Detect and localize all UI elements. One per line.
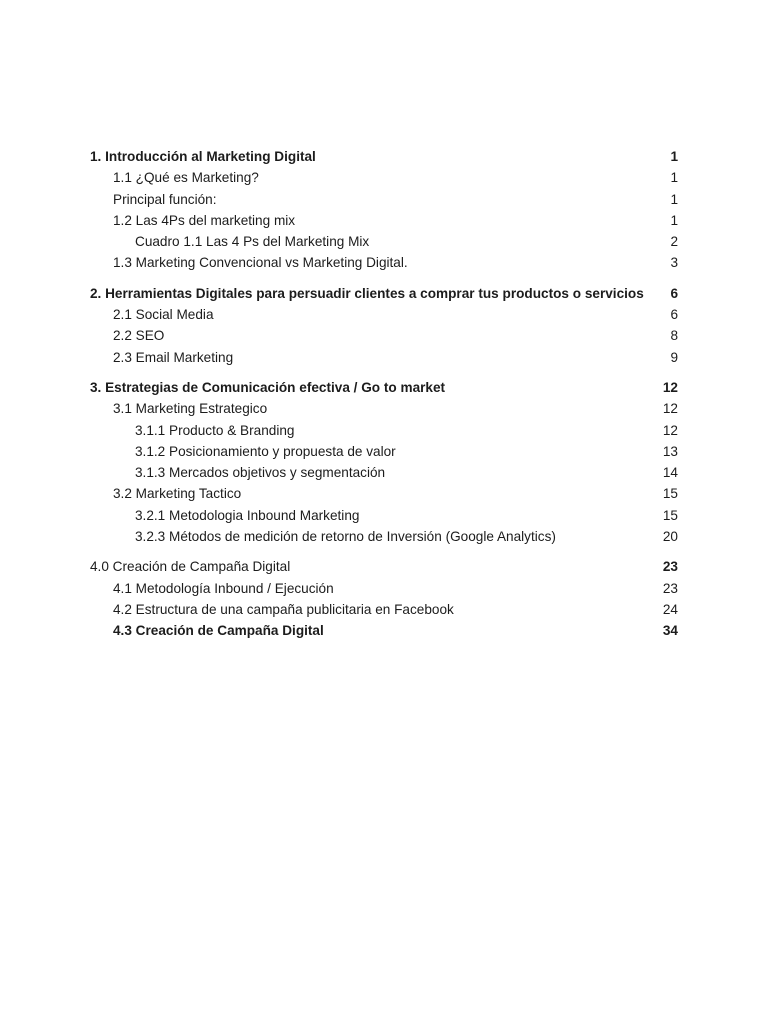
toc-entry[interactable] bbox=[90, 146, 678, 167]
toc-entry-title: 1.1 ¿Qué es Marketing? bbox=[113, 170, 259, 186]
toc-section bbox=[90, 283, 678, 368]
toc-entry[interactable] bbox=[90, 398, 678, 419]
toc-entry-page-number: 24 bbox=[662, 601, 678, 617]
toc-entry-title: Principal función: bbox=[113, 191, 217, 207]
toc-entry[interactable] bbox=[90, 347, 678, 368]
toc-entry-page-number: 15 bbox=[662, 486, 678, 502]
toc-entry-title: Cuadro 1.1 Las 4 Ps del Marketing Mix bbox=[135, 234, 370, 250]
toc-entry[interactable] bbox=[90, 420, 678, 441]
toc-entry-page-number: 14 bbox=[662, 465, 678, 481]
toc-entry-title: 3.2 Marketing Tactico bbox=[113, 486, 242, 502]
toc-section bbox=[90, 146, 678, 274]
toc-entry-page-number: 20 bbox=[662, 529, 678, 545]
table-of-contents bbox=[90, 146, 678, 651]
toc-entry[interactable] bbox=[90, 441, 678, 462]
toc-entry-page-number: 23 bbox=[662, 559, 678, 575]
toc-entry[interactable] bbox=[90, 556, 678, 577]
toc-entry-page-number: 9 bbox=[670, 349, 678, 365]
toc-entry-page-number: 8 bbox=[670, 328, 678, 344]
toc-entry-page-number: 12 bbox=[662, 379, 678, 395]
toc-entry-title: 1.2 Las 4Ps del marketing mix bbox=[113, 212, 296, 228]
toc-entry-title: 3.2.1 Metodologia Inbound Marketing bbox=[135, 507, 360, 523]
toc-entry-title: 2.3 Email Marketing bbox=[113, 349, 234, 365]
toc-entry-title: 2.2 SEO bbox=[113, 328, 165, 344]
toc-entry-page-number: 2 bbox=[670, 234, 678, 250]
toc-entry[interactable] bbox=[90, 578, 678, 599]
toc-entry[interactable] bbox=[90, 167, 678, 188]
toc-entry-title: 3.2.3 Métodos de medición de retorno de Inversión (Google Analytics) bbox=[135, 529, 556, 545]
toc-entry[interactable] bbox=[90, 599, 678, 620]
toc-entry[interactable] bbox=[90, 252, 678, 273]
toc-entry-page-number: 1 bbox=[670, 212, 678, 228]
toc-entry-title: 2.1 Social Media bbox=[113, 307, 214, 323]
toc-entry-page-number: 13 bbox=[662, 443, 678, 459]
toc-entry[interactable] bbox=[90, 231, 678, 252]
toc-entry-page-number: 12 bbox=[662, 422, 678, 438]
toc-entry-title: 3.1 Marketing Estrategico bbox=[113, 401, 268, 417]
toc-entry-page-number: 6 bbox=[670, 307, 678, 323]
toc-entry-title: 1.3 Marketing Convencional vs Marketing Digital. bbox=[113, 255, 408, 271]
toc-entry[interactable] bbox=[90, 304, 678, 325]
toc-entry-title: 4.3 Creación de Campaña Digital bbox=[113, 623, 324, 639]
toc-entry-title: 3.1.2 Posicionamiento y propuesta de valor bbox=[135, 443, 396, 459]
toc-entry-page-number: 1 bbox=[670, 191, 678, 207]
toc-entry[interactable] bbox=[90, 483, 678, 504]
toc-entry-page-number: 15 bbox=[662, 507, 678, 523]
toc-entry-title: 2. Herramientas Digitales para persuadir clientes a comprar tus productos o servicios bbox=[90, 285, 644, 301]
toc-entry[interactable] bbox=[90, 377, 678, 398]
toc-entry-title: 1. Introducción al Marketing Digital bbox=[90, 149, 316, 164]
toc-entry-title: 3. Estrategias de Comunicación efectiva / Go to market bbox=[90, 379, 446, 395]
toc-section bbox=[90, 556, 678, 641]
toc-entry[interactable] bbox=[90, 210, 678, 231]
toc-entry[interactable] bbox=[90, 620, 678, 641]
toc-entry-page-number: 34 bbox=[662, 623, 678, 639]
toc-entry-title: 3.1.1 Producto & Branding bbox=[135, 422, 295, 438]
toc-entry[interactable] bbox=[90, 189, 678, 210]
toc-entry[interactable] bbox=[90, 462, 678, 483]
toc-section bbox=[90, 377, 678, 547]
toc-entry[interactable] bbox=[90, 505, 678, 526]
toc-entry-page-number: 6 bbox=[670, 285, 678, 301]
toc-entry-title: 4.2 Estructura de una campaña publicitaria en Facebook bbox=[113, 601, 454, 617]
toc-entry[interactable] bbox=[90, 526, 678, 547]
toc-entry[interactable] bbox=[90, 325, 678, 346]
toc-entry[interactable] bbox=[90, 283, 678, 304]
toc-entry-page-number: 23 bbox=[662, 580, 678, 596]
toc-entry-page-number: 1 bbox=[670, 149, 678, 164]
toc-entry-page-number: 12 bbox=[662, 401, 678, 417]
toc-entry-title: 4.0 Creación de Campaña Digital bbox=[90, 559, 291, 575]
toc-entry-page-number: 1 bbox=[670, 170, 678, 186]
toc-entry-title: 4.1 Metodología Inbound / Ejecución bbox=[113, 580, 334, 596]
toc-entry-page-number: 3 bbox=[670, 255, 678, 271]
toc-entry-title: 3.1.3 Mercados objetivos y segmentación bbox=[135, 465, 386, 481]
